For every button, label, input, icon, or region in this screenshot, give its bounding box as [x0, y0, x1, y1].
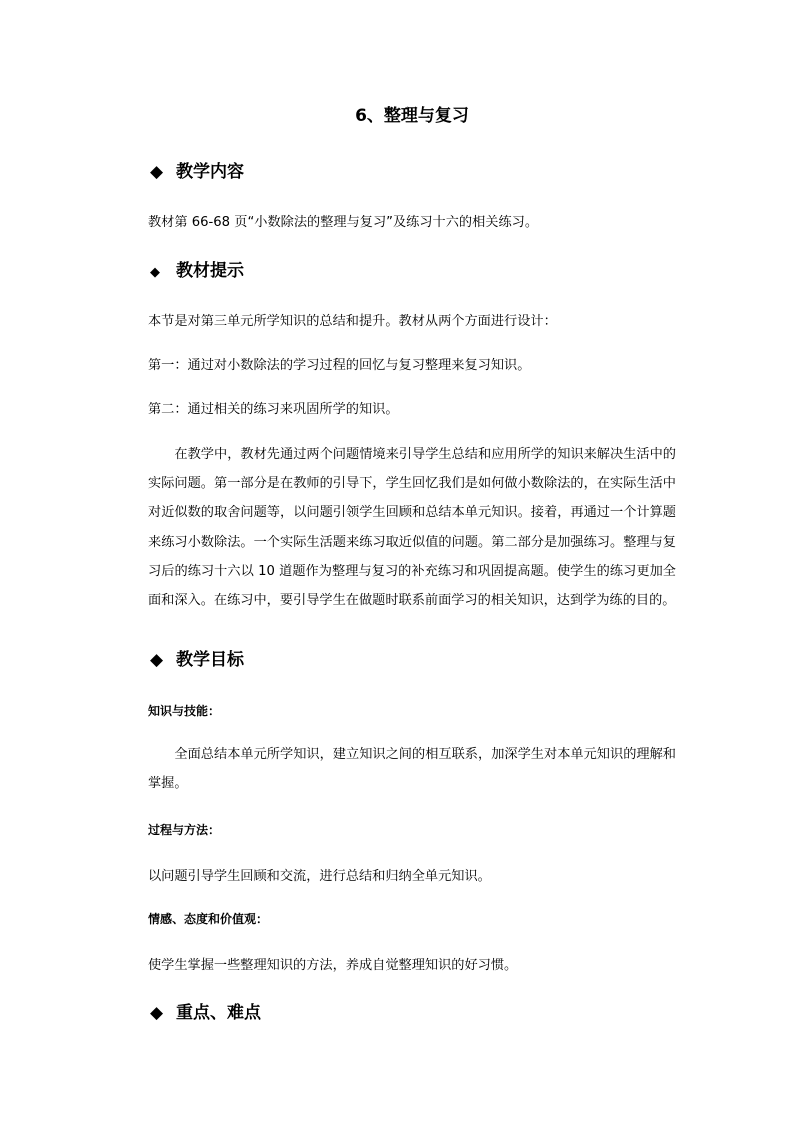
- tips-point-2: 第二：通过相关的练习来巩固所学的知识。: [148, 402, 399, 417]
- diamond-bullet-icon: ◆: [150, 650, 164, 670]
- section-heading-label: 重点、难点: [176, 1003, 261, 1023]
- emotion-values-label: 情感、态度和价值观：: [148, 912, 269, 926]
- knowledge-skills-text: 全面总结本单元所学知识，建立知识之间的相互联系，加深学生对本单元知识的理解和掌握。: [148, 747, 676, 792]
- page-title: 6、整理与复习: [355, 106, 469, 126]
- section-heading-label: 教学目标: [176, 650, 244, 670]
- section-heading-label: 教学内容: [176, 162, 244, 182]
- emotion-values-text: 使学生掌握一些整理知识的方法，养成自觉整理知识的好习惯。: [148, 958, 518, 973]
- section-heading-label: 教材提示: [176, 261, 244, 281]
- tips-point-1: 第一：通过对小数除法的学习过程的回忆与复习整理来复习知识。: [148, 358, 531, 373]
- process-methods-label: 过程与方法：: [148, 823, 221, 837]
- tips-intro: 本节是对第三单元所学知识的总结和提升。教材从两个方面进行设计：: [148, 314, 557, 329]
- diamond-bullet-icon: ◆: [150, 162, 164, 182]
- section-heading-content: [150, 160, 244, 184]
- knowledge-skills-label: 知识与技能：: [148, 704, 221, 718]
- section-heading-goals: [150, 648, 244, 672]
- process-methods-text: 以问题引导学生回顾和交流，进行总结和归纳全单元知识。: [148, 869, 491, 884]
- content-text: 教材第 66-68 页“小数除法的整理与复习”及练习十六的相关练习。: [148, 215, 539, 230]
- tips-paragraph: 在教学中，教材先通过两个问题情境来引导学生总结和应用所学的知识来解决生活中的实际问题。第一部分是在教师的引导下，学生回忆我们是如何做小数除法的，在实际生活中对近似数的取舍问题等，以问题引领学生回顾和总结本单元知识。接着，再通过一个计算题来练习小数除法。一个实际生活题来练习取近似值的问题。第二部分是加强练习。整理与复习后的练习十六以 10 道题作为整理与复习的补充练习和巩固提高题。使学生的练习更加全面和深入。在练习中，要引导学生在做题时联系前面学习的相关知识，达到学为练的目的。: [148, 447, 676, 609]
- section-heading-tips: [150, 259, 244, 285]
- diamond-bullet-icon: ◆: [150, 265, 160, 280]
- diamond-bullet-icon: ◆: [150, 1003, 164, 1023]
- section-heading-key-points: [150, 1001, 261, 1025]
